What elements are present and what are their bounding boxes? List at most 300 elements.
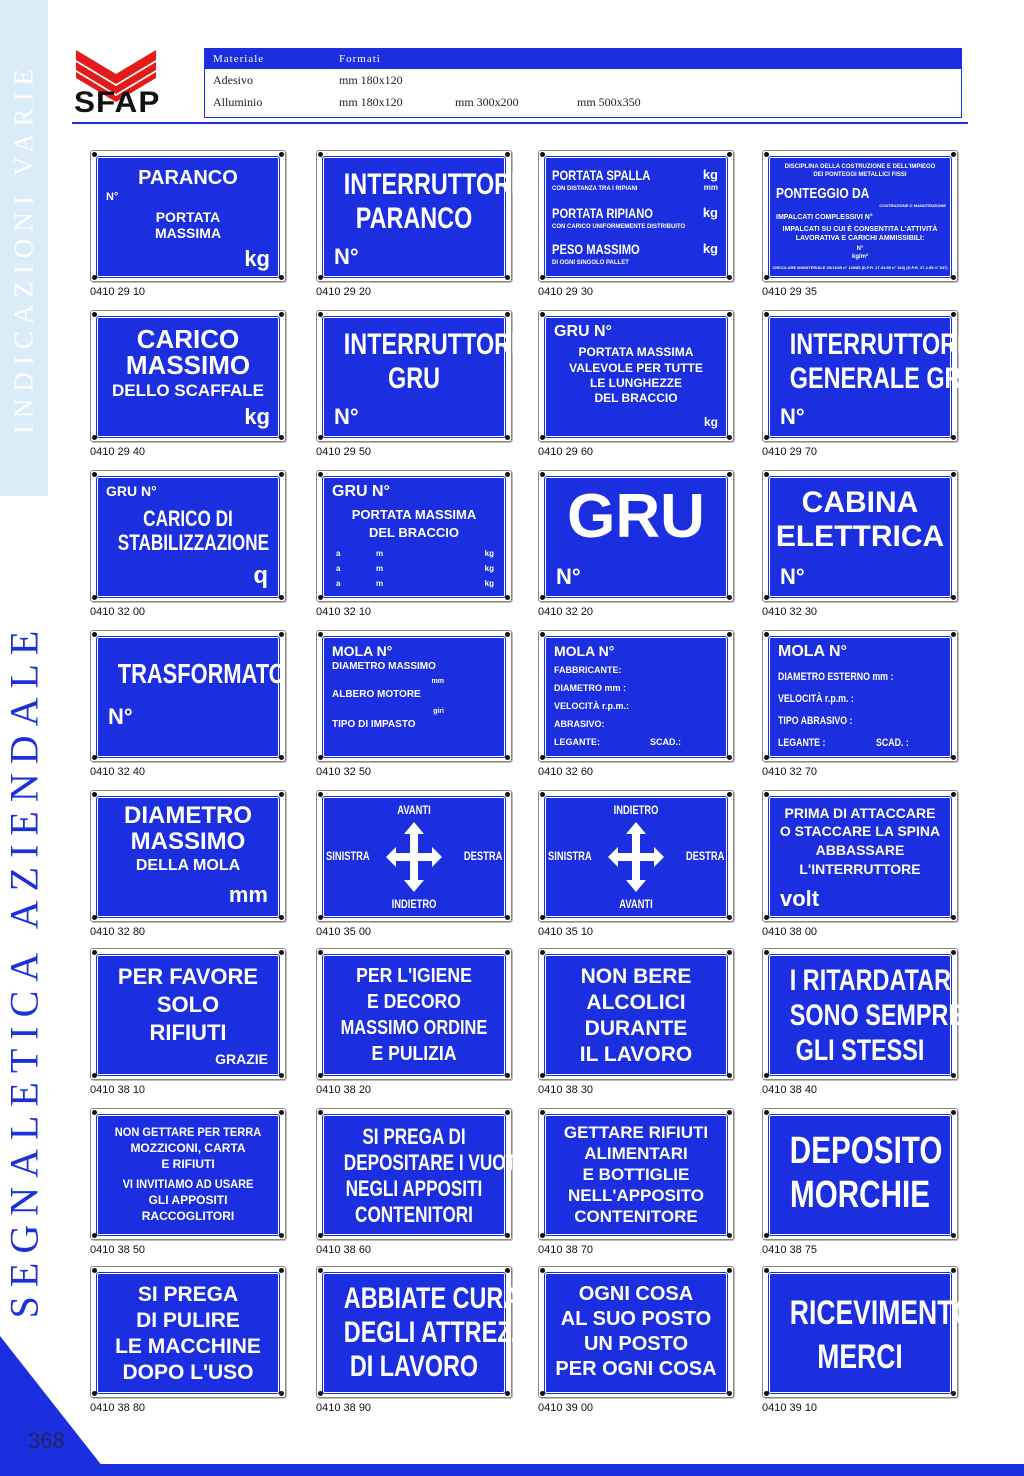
- screw-hole-icon: [727, 435, 732, 440]
- screw-hole-icon: [279, 792, 284, 797]
- sign-text: DI PULIRE: [136, 1309, 240, 1332]
- product-code: 0410 38 30: [538, 1084, 594, 1096]
- sign-text: LEGANTE:: [554, 737, 600, 747]
- sign-plate: [323, 477, 505, 597]
- sign-text: ALBERO MOTORE: [332, 689, 421, 700]
- sign-text: GRU: [567, 482, 705, 551]
- sign-text: kg: [484, 549, 494, 558]
- sign-text: DURANTE: [584, 1017, 688, 1040]
- screw-hole-icon: [764, 950, 769, 955]
- screw-hole-icon: [727, 1073, 732, 1078]
- sign-text: PARANCO: [138, 167, 238, 189]
- screw-hole-icon: [92, 312, 97, 317]
- logo-text: SFAP: [73, 86, 161, 119]
- sign-card[interactable]: [316, 1266, 533, 1418]
- screw-hole-icon: [92, 950, 97, 955]
- sign-text: GRU N°: [332, 483, 390, 500]
- product-code: 0410 38 90: [316, 1402, 372, 1414]
- screw-hole-icon: [279, 435, 284, 440]
- screw-hole-icon: [540, 312, 545, 317]
- screw-hole-icon: [764, 312, 769, 317]
- sign-text: SINISTRA: [548, 849, 592, 863]
- sign-text: NON BERE: [580, 965, 692, 988]
- sign-card[interactable]: [90, 470, 290, 622]
- sign-text: kg: [702, 205, 718, 220]
- screw-hole-icon: [727, 915, 732, 920]
- sign-text: O STACCARE LA SPINA: [779, 823, 941, 839]
- sign-plate: [323, 637, 505, 757]
- product-code: 0410 29 35: [762, 286, 818, 298]
- sign-plate: [545, 157, 727, 277]
- screw-hole-icon: [951, 1268, 956, 1273]
- sign-plate: [769, 477, 951, 597]
- sign-text: ABRASIVO:: [554, 719, 605, 729]
- screw-hole-icon: [540, 755, 545, 760]
- four-direction-arrows-icon: [386, 822, 442, 892]
- sign-text: TIPO ABRASIVO :: [778, 715, 853, 727]
- sign-card[interactable]: [538, 948, 738, 1100]
- screw-hole-icon: [92, 595, 97, 600]
- screw-hole-icon: [318, 472, 323, 477]
- sign-text: VI INVITIAMO AD USARE: [122, 1177, 254, 1191]
- sign-text: PORTATA MASSIMA: [578, 345, 694, 359]
- sign-card[interactable]: [90, 310, 290, 462]
- product-code: 0410 35 00: [316, 926, 372, 938]
- screw-hole-icon: [505, 275, 510, 280]
- sign-text: GRU N°: [106, 483, 157, 499]
- screw-hole-icon: [764, 1073, 769, 1078]
- sign-text: NON GETTARE PER TERRA: [114, 1125, 262, 1139]
- sign-text: GRU N°: [554, 323, 612, 340]
- screw-hole-icon: [951, 950, 956, 955]
- sign-card[interactable]: [762, 470, 962, 622]
- sign-card[interactable]: [90, 1266, 290, 1418]
- screw-hole-icon: [951, 152, 956, 157]
- sign-card[interactable]: [316, 470, 516, 622]
- category-title: INDICAZIONI VARIE: [8, 61, 39, 435]
- sign-card[interactable]: [762, 1108, 962, 1260]
- screw-hole-icon: [951, 1391, 956, 1396]
- sign-text: DELLO SCAFFALE: [111, 381, 265, 400]
- spec-format: mm 180x120: [339, 95, 403, 109]
- sign-text: DOPO L'USO: [122, 1361, 254, 1384]
- product-code: 0410 29 10: [90, 286, 146, 298]
- product-code: 0410 29 20: [316, 286, 372, 298]
- sign-text: CON DISTANZA TRA I RIPIANI: [552, 186, 638, 192]
- screw-hole-icon: [764, 595, 769, 600]
- sign-text: INDIETRO: [613, 803, 659, 817]
- sign-card[interactable]: [90, 790, 290, 942]
- sign-text: PER OGNI COSA: [555, 1358, 717, 1380]
- screw-hole-icon: [92, 275, 97, 280]
- sign-text: CONTENITORI: [355, 1202, 473, 1227]
- sign-text: kg: [703, 415, 718, 429]
- sign-text: DIAMETRO mm :: [554, 683, 626, 693]
- sign-card[interactable]: [316, 790, 516, 942]
- sign-text: N°: [556, 564, 581, 589]
- sign-plate: [97, 1115, 279, 1235]
- sign-card[interactable]: [316, 150, 527, 302]
- sign-text: ABBASSARE: [815, 842, 905, 858]
- product-code: 0410 32 30: [762, 606, 818, 618]
- screw-hole-icon: [505, 915, 510, 920]
- sign-text: GENERALE GRU: [789, 362, 979, 395]
- sign-card[interactable]: [316, 630, 516, 782]
- screw-hole-icon: [951, 632, 956, 637]
- sign-text: OGNI COSA: [578, 1283, 694, 1305]
- sign-text: volt: [780, 886, 820, 911]
- sign-text: N°: [334, 404, 359, 429]
- screw-hole-icon: [279, 632, 284, 637]
- sign-text: N°: [780, 564, 805, 589]
- screw-hole-icon: [279, 950, 284, 955]
- sign-text: PARANCO: [355, 202, 473, 235]
- screw-hole-icon: [951, 275, 956, 280]
- sign-text: SONO SEMPRE: [789, 999, 965, 1032]
- product-code: 0410 38 00: [762, 926, 818, 938]
- sign-card[interactable]: [762, 1266, 974, 1418]
- screw-hole-icon: [505, 1073, 510, 1078]
- sign-text: SCAD.:: [650, 737, 681, 747]
- sign-card[interactable]: [538, 310, 738, 462]
- sign-text: RICEVIMENTO: [789, 1294, 974, 1332]
- spec-format: mm 180x120: [339, 73, 403, 87]
- sign-card[interactable]: [90, 1108, 290, 1260]
- sign-text: IMPALCATI SU CUI È CONSENTITA L'ATTIVITÀ: [782, 226, 938, 233]
- sign-card[interactable]: [762, 630, 962, 782]
- sign-text: DEPOSITARE I VUOTI: [343, 1150, 521, 1175]
- sign-plate: [545, 955, 727, 1075]
- screw-hole-icon: [505, 1391, 510, 1396]
- product-code: 0410 32 20: [538, 606, 594, 618]
- screw-hole-icon: [92, 1233, 97, 1238]
- sign-text: TIPO DI IMPASTO: [332, 719, 416, 730]
- sign-text: N°: [780, 404, 805, 429]
- sign-text: DIAMETRO: [124, 802, 252, 829]
- sign-text: LEGANTE :: [778, 737, 826, 749]
- product-code: 0410 32 70: [762, 766, 818, 778]
- screw-hole-icon: [318, 1233, 323, 1238]
- screw-hole-icon: [92, 915, 97, 920]
- product-code: 0410 38 40: [762, 1084, 818, 1096]
- sign-plate: [97, 477, 279, 597]
- screw-hole-icon: [92, 435, 97, 440]
- screw-hole-icon: [505, 472, 510, 477]
- screw-hole-icon: [318, 755, 323, 760]
- sign-text: DEI PONTEGGI METALLICI FISSI: [813, 172, 907, 178]
- product-code: 0410 29 70: [762, 446, 818, 458]
- screw-hole-icon: [505, 755, 510, 760]
- sign-card[interactable]: [538, 1108, 738, 1260]
- sign-text: MOLA N°: [554, 643, 615, 659]
- sign-text: COSTRUZIONE O MANUTENZIONE: [879, 203, 946, 208]
- sign-text: IMPALCATI COMPLESSIVI N°: [776, 214, 873, 221]
- screw-hole-icon: [727, 1233, 732, 1238]
- sign-text: DESTRA: [685, 849, 724, 863]
- sign-text: VELOCITÀ r.p.m.:: [554, 701, 630, 711]
- product-code: 0410 38 80: [90, 1402, 146, 1414]
- screw-hole-icon: [318, 1073, 323, 1078]
- screw-hole-icon: [540, 792, 545, 797]
- sign-card[interactable]: [316, 310, 527, 462]
- screw-hole-icon: [279, 595, 284, 600]
- sign-text: SI PREGA: [137, 1283, 239, 1306]
- screw-hole-icon: [540, 632, 545, 637]
- sign-text: DI LAVORO: [349, 1350, 479, 1383]
- product-code: 0410 38 60: [316, 1244, 372, 1256]
- sign-text: INTERRUTTORE: [343, 168, 527, 201]
- sign-text: DEPOSITO: [789, 1130, 943, 1172]
- sign-card[interactable]: [538, 790, 738, 942]
- screw-hole-icon: [764, 632, 769, 637]
- sign-text: ALIMENTARI: [584, 1144, 688, 1163]
- sign-text: PORTATA SPALLA: [552, 167, 651, 183]
- sign-text: MASSIMO ORDINE: [340, 1017, 488, 1039]
- sign-plate: [769, 157, 951, 277]
- sign-text: FABBRICANTE:: [554, 665, 622, 675]
- sign-text: NELL'APPOSITO: [568, 1186, 704, 1205]
- sign-text: mm: [228, 882, 268, 907]
- screw-hole-icon: [279, 275, 284, 280]
- sign-plate: [545, 637, 727, 757]
- sidebar-section-panel: [0, 600, 48, 1340]
- screw-hole-icon: [951, 915, 956, 920]
- screw-hole-icon: [540, 435, 545, 440]
- sign-card[interactable]: [90, 630, 316, 782]
- section-title: SEGNALETICA AZIENDALE: [1, 621, 47, 1319]
- screw-hole-icon: [764, 275, 769, 280]
- spec-format: mm 500x350: [577, 95, 641, 109]
- sign-text: kg/m²: [851, 254, 868, 260]
- product-code: 0410 38 50: [90, 1244, 146, 1256]
- screw-hole-icon: [318, 915, 323, 920]
- screw-hole-icon: [318, 632, 323, 637]
- sign-text: CIRCOLARE MINISTERIALE 20/11/85 n° 149/85 (D.P.R. 27.04.55 n° 164) (D.P.R. 27.4.55 n° 547): [772, 265, 948, 270]
- sign-plate: [545, 797, 727, 917]
- product-code: 0410 39 00: [538, 1402, 594, 1414]
- sign-text: kg: [484, 564, 494, 573]
- sign-text: ABBIATE CURA: [343, 1282, 521, 1315]
- sign-text: MOZZICONI, CARTA: [130, 1141, 246, 1155]
- screw-hole-icon: [318, 1110, 323, 1115]
- sign-text: kg: [702, 241, 718, 256]
- screw-hole-icon: [727, 1391, 732, 1396]
- sign-text: kg: [244, 404, 270, 429]
- sign-text: AVANTI: [619, 897, 653, 911]
- sign-text: SINISTRA: [326, 849, 370, 863]
- screw-hole-icon: [951, 1073, 956, 1078]
- sign-plate: [323, 797, 505, 917]
- sign-text: m: [376, 564, 384, 573]
- screw-hole-icon: [279, 1391, 284, 1396]
- screw-hole-icon: [951, 792, 956, 797]
- screw-hole-icon: [279, 1233, 284, 1238]
- sign-text: MOLA N°: [332, 643, 393, 659]
- screw-hole-icon: [540, 950, 545, 955]
- spec-format: mm 300x200: [455, 95, 519, 109]
- sign-text: mm: [431, 678, 444, 685]
- product-code: 0410 29 60: [538, 446, 594, 458]
- spec-row: [205, 91, 961, 113]
- product-code: 0410 32 60: [538, 766, 594, 778]
- sign-text: INTERRUTTORE: [789, 328, 973, 361]
- screw-hole-icon: [540, 472, 545, 477]
- screw-hole-icon: [540, 1233, 545, 1238]
- screw-hole-icon: [764, 915, 769, 920]
- product-code: 0410 29 30: [538, 286, 594, 298]
- screw-hole-icon: [951, 595, 956, 600]
- sign-plate: [769, 1273, 974, 1393]
- screw-hole-icon: [727, 755, 732, 760]
- sign-card[interactable]: [762, 310, 979, 462]
- sign-text: DI OGNI SINGOLO PALLET: [552, 260, 629, 266]
- sign-text: E PULIZIA: [371, 1043, 457, 1065]
- sign-card[interactable]: [762, 948, 965, 1100]
- screw-hole-icon: [727, 472, 732, 477]
- sign-plate: [769, 797, 951, 917]
- screw-hole-icon: [92, 1110, 97, 1115]
- sign-card[interactable]: [316, 1108, 521, 1260]
- sign-text: SCAD. :: [876, 737, 909, 749]
- sign-text: DEL BRACCIO: [594, 391, 678, 405]
- sign-text: N°: [856, 246, 864, 252]
- screw-hole-icon: [318, 792, 323, 797]
- screw-hole-icon: [727, 950, 732, 955]
- sign-text: a: [336, 579, 341, 588]
- sign-card[interactable]: [538, 630, 738, 782]
- screw-hole-icon: [279, 1268, 284, 1273]
- sign-text: DISCIPLINA DELLA COSTRUZIONE E DELL'IMPIEGO: [784, 164, 936, 170]
- screw-hole-icon: [318, 152, 323, 157]
- screw-hole-icon: [92, 1391, 97, 1396]
- sign-plate: [769, 637, 951, 757]
- sidebar-category-panel: [0, 0, 48, 496]
- screw-hole-icon: [540, 595, 545, 600]
- sign-plate: [769, 955, 965, 1075]
- sign-card[interactable]: [90, 948, 290, 1100]
- sign-text: AVANTI: [397, 803, 431, 817]
- sign-card[interactable]: [538, 1266, 738, 1418]
- sign-text: kg: [244, 246, 270, 271]
- page-number: 368: [28, 1428, 65, 1453]
- screw-hole-icon: [279, 152, 284, 157]
- spec-col-format: Formati: [339, 53, 381, 65]
- sign-text: L'INTERRUTTORE: [799, 861, 921, 877]
- sign-text: E BOTTIGLIE: [582, 1165, 690, 1184]
- sign-plate: [323, 955, 505, 1075]
- sign-text: IL LAVORO: [579, 1043, 693, 1066]
- screw-hole-icon: [318, 312, 323, 317]
- sign-text: ALCOLICI: [586, 991, 686, 1014]
- sign-text: N°: [108, 704, 133, 729]
- sign-card[interactable]: [316, 948, 516, 1100]
- sign-text: MERCI: [817, 1338, 903, 1376]
- sign-text: MASSIMO: [125, 350, 251, 380]
- sign-text: DIAMETRO MASSIMO: [332, 661, 436, 672]
- sign-text: mm: [703, 183, 718, 192]
- spec-material: Adesivo: [213, 73, 253, 87]
- screw-hole-icon: [92, 1268, 97, 1273]
- sign-text: RACCOGLITORI: [141, 1209, 235, 1223]
- sign-text: E RIFIUTI: [161, 1157, 215, 1171]
- sign-text: a: [336, 549, 341, 558]
- sign-text: PESO MASSIMO: [552, 241, 640, 257]
- sign-text: CARICO: [136, 324, 240, 354]
- screw-hole-icon: [505, 792, 510, 797]
- sign-plate: [769, 1115, 951, 1235]
- sign-text: INTERRUTTORE: [343, 328, 527, 361]
- product-code: 0410 38 20: [316, 1084, 372, 1096]
- screw-hole-icon: [279, 755, 284, 760]
- sign-text: PORTATA MASSIMA: [351, 507, 477, 522]
- screw-hole-icon: [505, 595, 510, 600]
- sign-text: MORCHIE: [790, 1174, 930, 1216]
- sign-card[interactable]: [538, 150, 738, 302]
- sign-text: a: [336, 564, 341, 573]
- sign-plate: [97, 797, 279, 917]
- screw-hole-icon: [764, 435, 769, 440]
- screw-hole-icon: [318, 595, 323, 600]
- sign-card[interactable]: [762, 150, 962, 302]
- screw-hole-icon: [540, 275, 545, 280]
- product-code: 0410 38 10: [90, 1084, 146, 1096]
- sign-card[interactable]: [538, 470, 738, 622]
- screw-hole-icon: [540, 1073, 545, 1078]
- sign-card[interactable]: [90, 150, 290, 302]
- sign-text: PORTATA: [155, 209, 221, 225]
- screw-hole-icon: [951, 472, 956, 477]
- sign-text: GRU: [387, 362, 440, 395]
- sign-text: DEL BRACCIO: [368, 525, 460, 540]
- product-code: 0410 32 50: [316, 766, 372, 778]
- sign-text: UN POSTO: [583, 1333, 689, 1355]
- sign-text: GETTARE RIFIUTI: [563, 1123, 709, 1142]
- bottom-bar: [0, 1464, 1024, 1476]
- screw-hole-icon: [505, 152, 510, 157]
- sign-text: LAVORATIVA E CARICHI AMMISSIBILI:: [795, 235, 925, 242]
- sign-text: PRIMA DI ATTACCARE: [784, 805, 936, 821]
- screw-hole-icon: [540, 915, 545, 920]
- sign-plate: [545, 1115, 727, 1235]
- sign-text: N°: [334, 244, 359, 269]
- screw-hole-icon: [727, 1268, 732, 1273]
- sign-text: PER L'IGIENE: [356, 965, 472, 987]
- sign-text: INDIETRO: [391, 897, 437, 911]
- screw-hole-icon: [951, 755, 956, 760]
- screw-hole-icon: [279, 1110, 284, 1115]
- sign-text: q: [253, 562, 268, 589]
- sign-text: giri: [433, 708, 444, 715]
- sign-plate: [769, 317, 979, 437]
- sign-plate: [97, 1273, 279, 1393]
- sign-text: AL SUO POSTO: [560, 1308, 712, 1330]
- four-direction-arrows-icon: [608, 822, 664, 892]
- screw-hole-icon: [727, 312, 732, 317]
- sign-text: TRASFORMATORE: [117, 658, 316, 689]
- sign-plate: [97, 955, 279, 1075]
- product-code: 0410 29 40: [90, 446, 146, 458]
- sign-text: m: [376, 549, 384, 558]
- product-code: 0410 29 50: [316, 446, 372, 458]
- sign-text: RIFIUTI: [149, 1020, 227, 1045]
- sign-plate: [323, 1115, 521, 1235]
- sign-card[interactable]: [762, 790, 962, 942]
- sign-text: SOLO: [156, 992, 220, 1017]
- sign-plate: [545, 317, 727, 437]
- sign-text: MASSIMO: [130, 828, 246, 855]
- product-code: 0410 38 75: [762, 1244, 818, 1256]
- screw-hole-icon: [92, 152, 97, 157]
